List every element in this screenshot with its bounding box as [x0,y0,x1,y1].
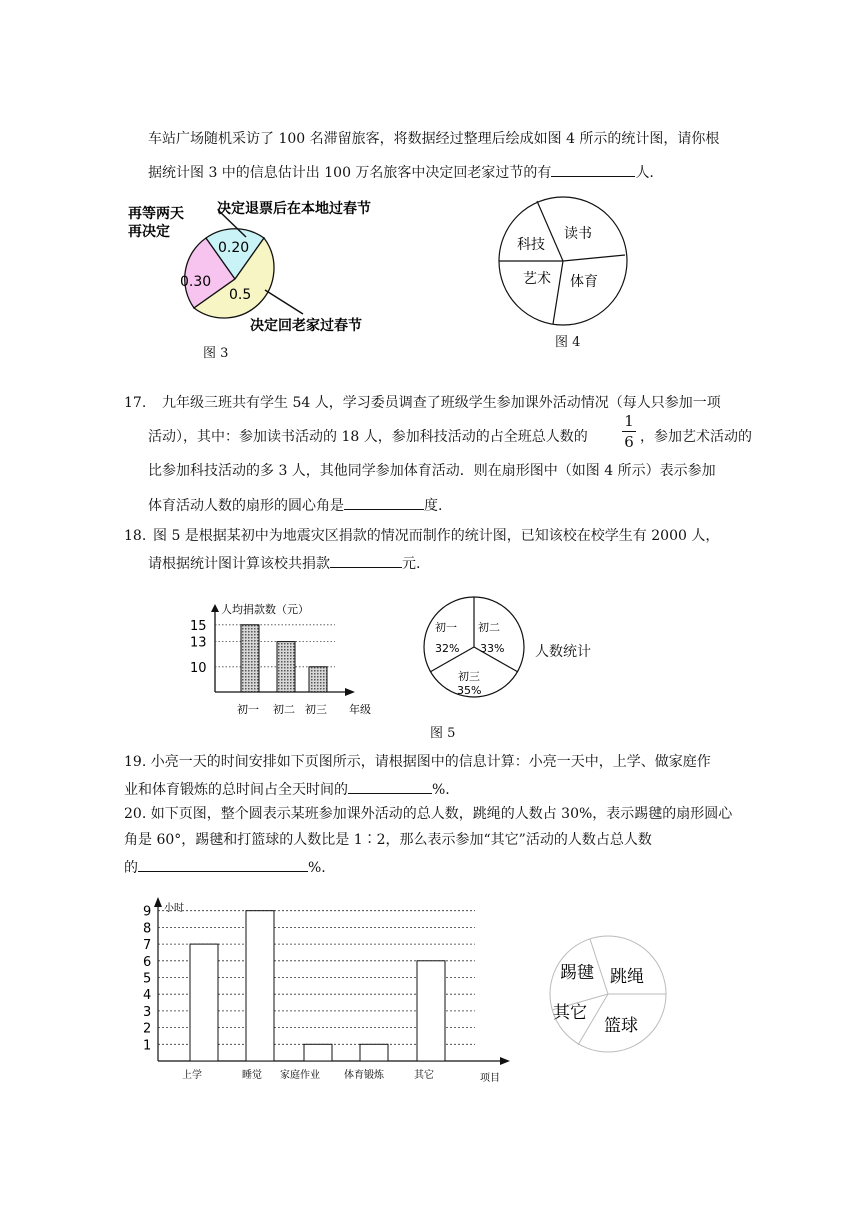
y-tick-label: 3 [143,1004,152,1020]
q18-number: 18. [124,528,147,544]
q17-line-3: 比参加科技活动的多 3 人，其他同学参加体育活动．则在扇形图中（如图 4 所示）表示参加 [148,463,716,479]
intro-line-1: 车站广场随机采访了 100 名滞留旅客，将数据经过整理后绘成如图 4 所示的统计图，请你根 [148,131,720,147]
x-axis-arrow [345,688,355,696]
fig5-pie-name-1: 初一 [435,621,457,634]
x-tick-label: 其它 [414,1070,434,1081]
fig4-label-art: 艺术 [523,271,551,287]
x-tick-label: 体育锻炼 [344,1070,384,1081]
q18-line-2-end: 元. [402,556,421,572]
x-axis-arrow [500,1057,510,1065]
figure-5-caption: 图 5 [430,726,456,741]
fig5-ylabel: 人均捐款数（元） [221,603,309,616]
time-xlabel: 项目 [480,1073,500,1084]
figure-5-pie [418,592,533,702]
fig3-label-wait-2: 再决定 [128,224,170,240]
figure-3-caption: 图 3 [203,346,229,361]
fig3-label-home: 决定回老家过春节 [250,318,362,334]
x-tick-label: 初三 [305,703,327,716]
y-tick-label: 5 [143,971,152,987]
y-tick-label: 8 [143,921,152,937]
y-tick-label: 6 [143,954,152,970]
q20-line-3-text: 的 [124,860,138,876]
q17-line-4 [148,495,442,515]
fig5-pie-title: 人数统计 [535,644,591,660]
q20-line-3 [124,857,326,877]
x-tick-label: 上学 [182,1070,202,1081]
q17-line-1: 九年级三班共有学生 54 人，学习委员调查了班级学生参加课外活动情况（每人只参加一项 [162,395,721,411]
q20-line-3-end: %. [308,860,326,876]
fig3-val-refund: 0.20 [218,240,250,256]
fig3-label-wait-1: 再等两天 [128,206,184,222]
answer-blank-16 [551,162,635,177]
activity-label-other: 其它 [553,1003,587,1023]
fraction-numerator: 1 [624,412,634,430]
y-tick-label: 15 [190,618,207,634]
y-tick-label: 7 [143,938,152,954]
y-tick-label: 4 [143,988,152,1004]
q17-number: 17. [124,395,147,411]
bar-体育锻炼 [360,1044,388,1061]
y-axis-arrow [154,897,162,907]
bar-上学 [190,944,218,1061]
fig5-pie-pct-1: 32% [435,642,460,655]
q17-line-2-post: ，参加艺术活动的 [640,429,752,445]
fig4-label-tech: 科技 [517,237,545,253]
intro-line-2 [148,162,654,182]
activity-pie [538,932,678,1062]
bar-初一 [241,625,259,692]
fig3-val-wait: 0.30 [180,274,212,290]
q17-fraction [622,412,636,451]
time-bar-chart [130,895,520,1095]
bar-初二 [277,642,295,692]
fig3-val-home: 0.5 [229,287,252,303]
answer-blank-18 [330,553,402,568]
activity-label-basketball: 篮球 [604,1016,638,1036]
q18-line-2 [148,553,420,573]
x-tick-label: 睡觉 [242,1070,262,1081]
intro-line-2-end: 人. [635,165,654,181]
fig5-pie-name-2: 初二 [478,621,500,634]
intro-line-2-text: 据统计图 3 中的信息估计出 100 万名旅客中决定回老家过节的有 [148,165,552,181]
q18-line-1: 图 5 是根据某初中为地震灾区捐款的情况而制作的统计图，已知该校在校学生有 2000 人， [153,528,720,544]
bar-初三 [309,667,327,692]
q17-line-4-text: 体育活动人数的扇形的圆心角是 [148,498,344,514]
y-axis-arrow [211,604,219,612]
activity-label-rope: 跳绳 [610,967,644,987]
y-tick-label: 2 [143,1021,152,1037]
q19-line-1: 19. 小亮一天的时间安排如下页图所示，请根据图中的信息计算：小亮一天中，上学、做家庭作 [124,754,711,770]
figure-5-bar-chart [185,598,385,718]
figure-4-caption: 图 4 [555,335,581,350]
answer-blank-19 [348,779,432,794]
y-tick-label: 1 [143,1038,152,1054]
bar-睡觉 [246,911,274,1061]
fig3-label-refund: 决定退票后在本地过春节 [217,201,371,217]
fig5-pie-pct-2: 33% [480,642,505,655]
pointer-home [265,290,303,314]
fig5-pie-pct-3: 35% [457,684,482,697]
fig5-pie-name-3: 初三 [458,670,480,683]
fig4-label-pe: 体育 [570,274,598,290]
answer-blank-17 [344,495,424,510]
activity-label-jianzi: 踢毽 [560,963,594,983]
x-tick-label: 家庭作业 [280,1070,320,1081]
y-tick-label: 10 [190,660,207,676]
q17-line-2-pre: 活动），其中：参加读书活动的 18 人，参加科技活动的占全班总人数的 [148,429,588,445]
q20-line-2: 角是 60°，踢毽和打篮球的人数比是 1∶2，那么表示参加“其它”活动的人数占总人数 [124,832,652,848]
bar-其它 [417,961,445,1061]
fig5-xlabel: 年级 [349,703,371,716]
time-ylabel: 小时 [164,903,184,914]
bar-家庭作业 [304,1044,332,1061]
figure-3-pie [120,195,380,340]
q18-line-2-text: 请根据统计图计算该校共捐款 [148,556,330,572]
figure-4-pie [495,195,635,330]
x-tick-label: 初二 [273,703,295,716]
y-tick-label: 9 [143,904,152,920]
q19-line-2 [124,779,450,799]
q20-line-1: 20. 如下页图，整个圆表示某班参加课外活动的总人数，跳绳的人数占 30%，表示踢毽的扇形圆心 [124,806,733,822]
q19-line-2-end: %. [432,782,450,798]
q17-line-4-end: 度. [424,498,443,514]
fraction-denominator: 6 [624,433,634,451]
q19-line-2-text: 业和体育锻炼的总时间占全天时间的 [124,782,348,798]
x-tick-label: 初一 [237,703,259,716]
answer-blank-20 [138,857,308,872]
fig4-label-read: 读书 [564,226,592,242]
y-tick-label: 13 [190,635,207,651]
